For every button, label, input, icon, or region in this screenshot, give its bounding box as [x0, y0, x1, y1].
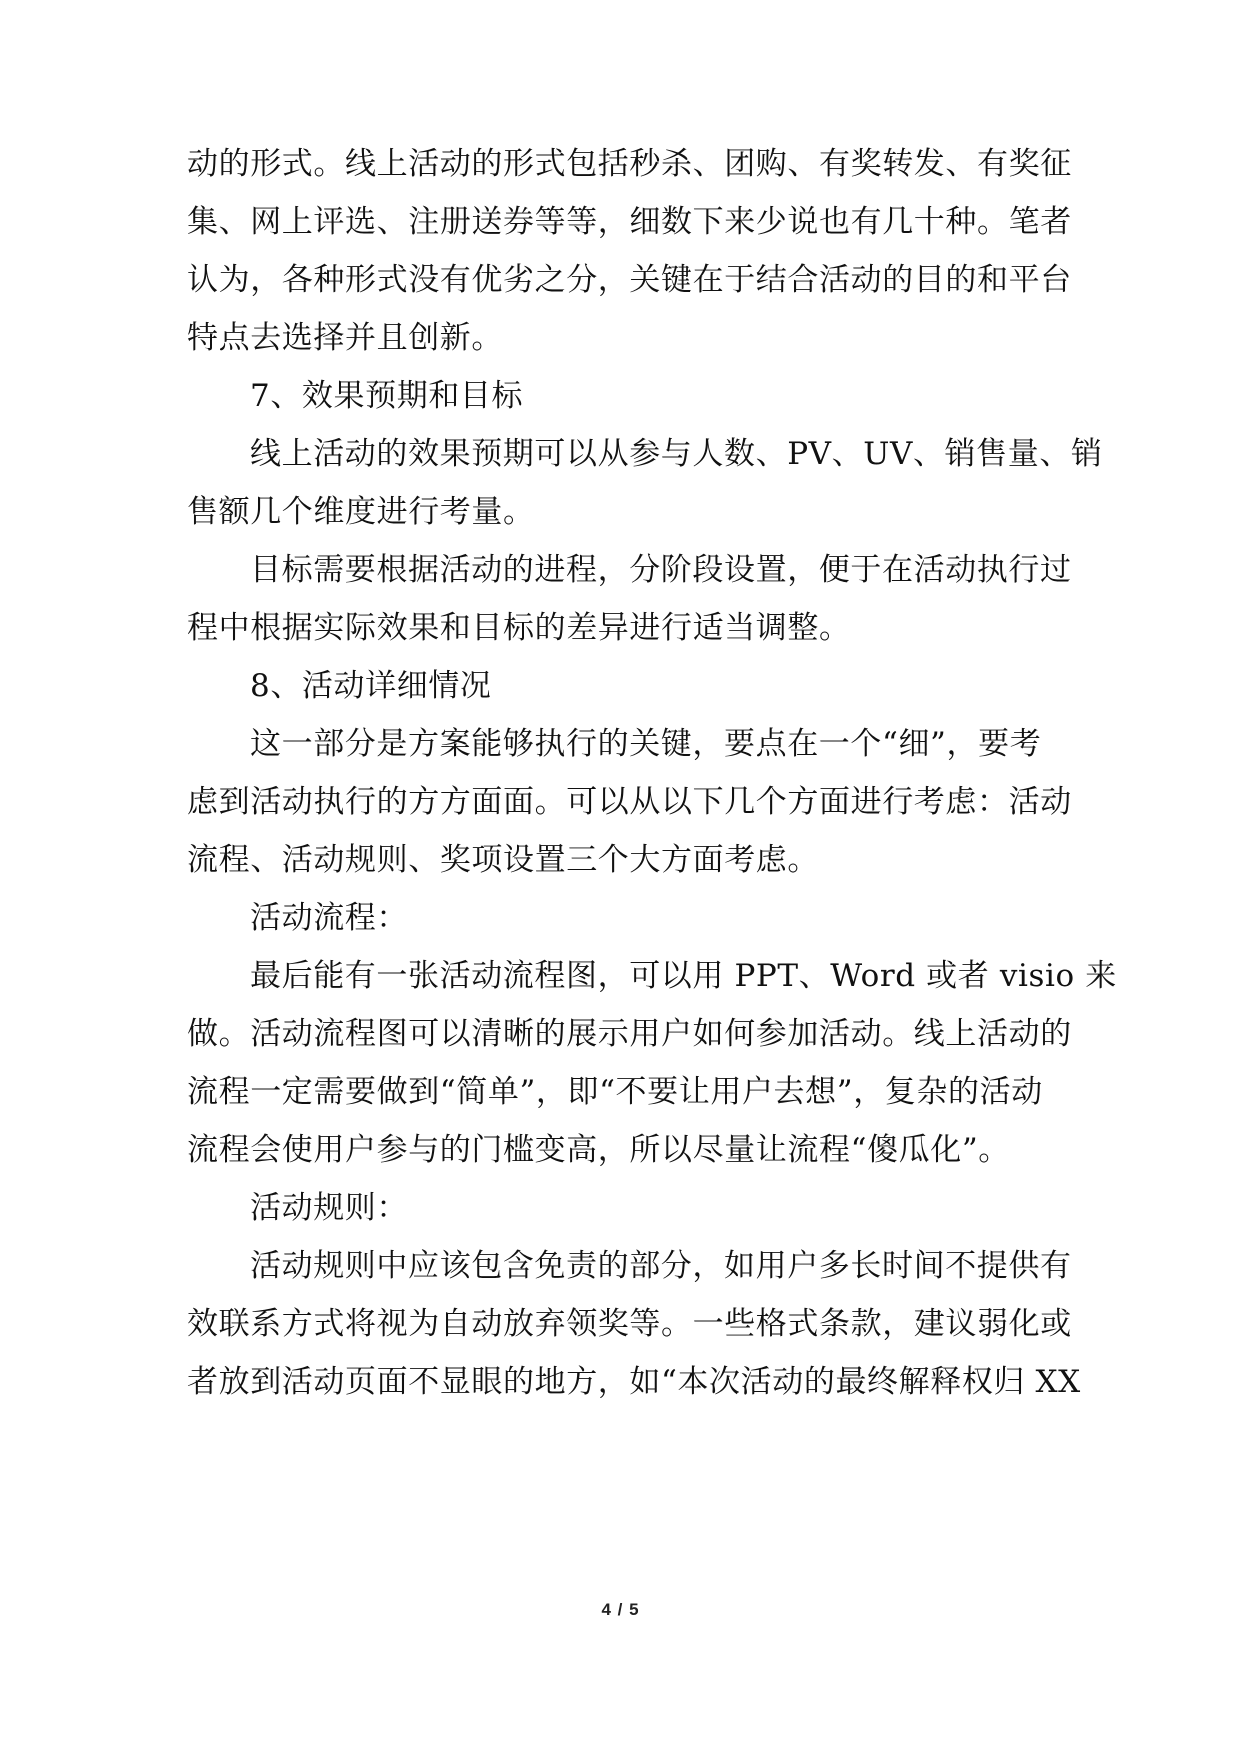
- body-text-line: 这一部分是方案能够执行的关键，要点在一个“细”，要考: [250, 726, 1042, 762]
- body-text-line: 做。活动流程图可以清晰的展示用户如何参加活动。线上活动的: [187, 1016, 1072, 1052]
- subsection-heading: 活动规则：: [250, 1190, 408, 1226]
- body-text-line: 程中根据实际效果和目标的差异进行适当调整。: [187, 610, 851, 646]
- body-text-line: 特点去选择并且创新。: [187, 320, 503, 356]
- body-text-line: 集、网上评选、注册送券等等，细数下来少说也有几十种。笔者: [187, 204, 1072, 240]
- body-text-line: 效联系方式将视为自动放弃领奖等。一些格式条款，建议弱化或: [187, 1306, 1072, 1342]
- body-text-line: 流程会使用户参与的门槛变高，所以尽量让流程“傻瓜化”。: [187, 1132, 1010, 1168]
- body-text-line: 虑到活动执行的方方面面。可以从以下几个方面进行考虑：活动: [187, 784, 1072, 820]
- body-text-line: 动的形式。线上活动的形式包括秒杀、团购、有奖转发、有奖征: [187, 146, 1072, 182]
- section-heading: 8、活动详细情况: [250, 668, 492, 704]
- body-text-line: 认为，各种形式没有优劣之分，关键在于结合活动的目的和平台: [187, 262, 1072, 298]
- body-text-line: 售额几个维度进行考量。: [187, 494, 535, 530]
- body-text-line: 流程、活动规则、奖项设置三个大方面考虑。: [187, 842, 819, 878]
- body-text-line: 线上活动的效果预期可以从参与人数、PV、UV、销售量、销: [250, 436, 1103, 472]
- subsection-heading: 活动流程：: [250, 900, 408, 936]
- body-text-line: 活动规则中应该包含免责的部分，如用户多长时间不提供有: [250, 1248, 1072, 1284]
- section-heading: 7、效果预期和目标: [250, 378, 524, 414]
- body-text-line: 者放到活动页面不显眼的地方，如“本次活动的最终解释权归 XX: [187, 1364, 1081, 1400]
- body-text-line: 目标需要根据活动的进程，分阶段设置，便于在活动执行过: [250, 552, 1072, 588]
- page-number: 4 / 5: [601, 1600, 640, 1619]
- body-text-line: 最后能有一张活动流程图，可以用 PPT、Word 或者 visio 来: [250, 958, 1117, 994]
- body-text-line: 流程一定需要做到“简单”，即“不要让用户去想”，复杂的活动: [187, 1074, 1043, 1110]
